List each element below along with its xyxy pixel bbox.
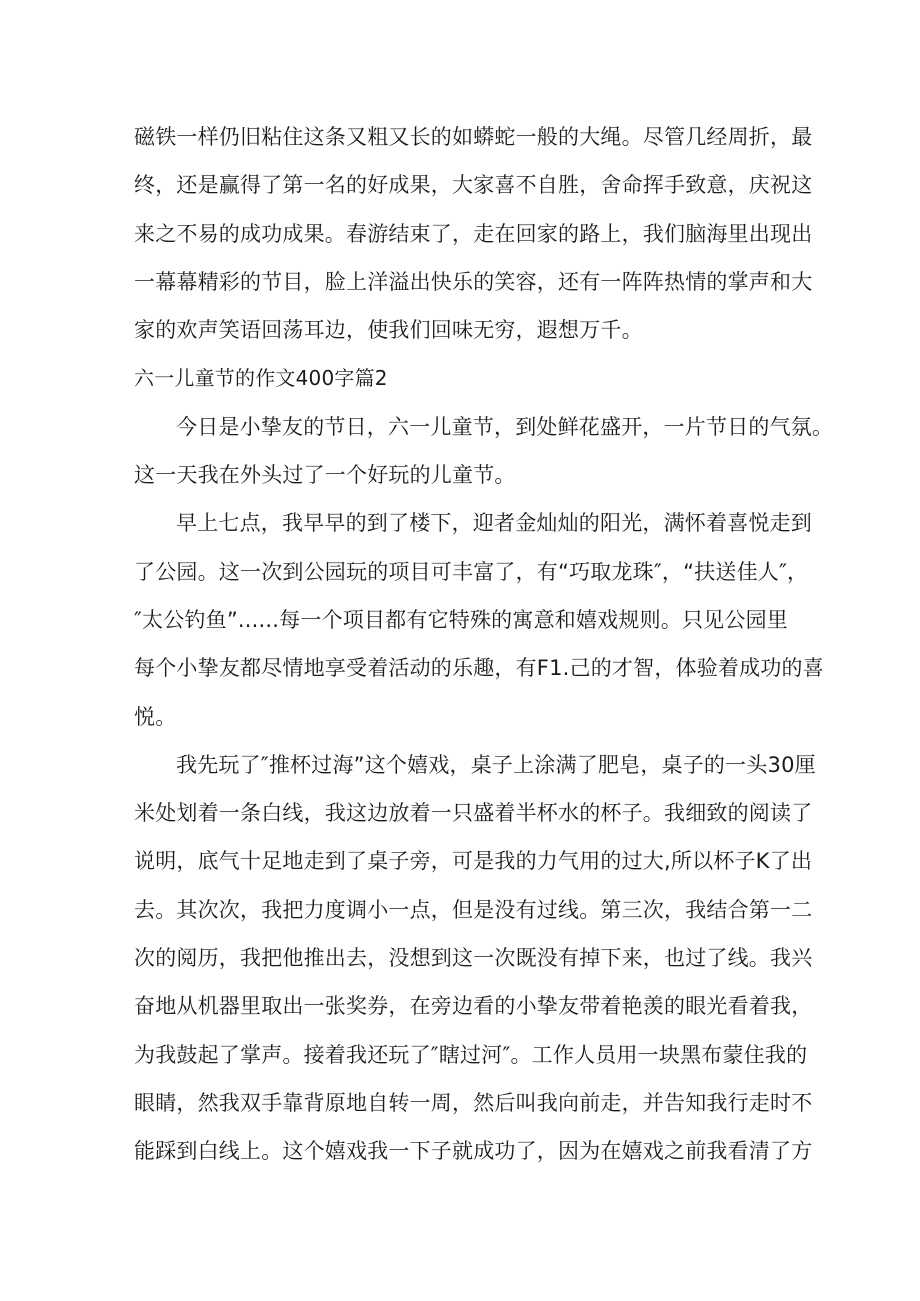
- text-line: 去。其次次，我把力度调小一点，但是没有过线。第三次，我结合第一二: [134, 897, 813, 922]
- text-line: ″太公钓鱼”......每一个项目都有它特殊的寓意和嬉戏规则。只见公园里: [134, 607, 788, 632]
- text-line: 米处划着一条白线，我这边放着一只盛着半杯水的杯子。我细致的阅读了: [134, 801, 813, 826]
- text-line: 我先玩了″推杯过海”这个嬉戏，桌子上涂满了肥皂，桌子的一头30厘: [176, 752, 816, 777]
- text-line: 悦。: [134, 704, 177, 729]
- text-line: 这一天我在外头过了一个好玩的儿童节。: [134, 463, 516, 488]
- text-line: 每个小挚友都尽情地享受着活动的乐趣，有F1.己的才智，体验着成功的喜: [134, 656, 824, 681]
- text-line: 次的阅历，我把他推出去，没想到这一次既没有掉下来，也过了线。我兴: [134, 946, 813, 971]
- text-line: 终，还是赢得了第一名的好成果，大家喜不自胜，舍命挥手致意，庆祝这: [134, 173, 813, 198]
- paragraph-1: [134, 403, 834, 500]
- text-line: 早上七点，我早早的到了楼下，迎者金灿灿的阳光，满怀着喜悦走到: [176, 511, 812, 536]
- text-line: 奋地从机器里取出一张奖券，在旁边看的小挚友带着艳羡的眼光看着我，: [134, 994, 813, 1019]
- text-line: 今日是小挚友的节日，六一儿童节，到处鲜花盛开，一片节日的气氛。: [176, 414, 834, 439]
- paragraph-2: [134, 499, 824, 740]
- text-line: 家的欢声笑语回荡耳边，使我们回味无穷，遐想万千。: [134, 318, 643, 343]
- text-line: 来之不易的成功成果。春游结束了，走在回家的路上，我们脑海里出现出: [134, 221, 813, 246]
- text-line: 为我鼓起了掌声。接着我还玩了″瞎过河″。工作人员用一块黑布蒙住我的: [134, 1042, 808, 1067]
- document-body: [134, 113, 834, 1176]
- text-line: 说明，底气十足地走到了桌子旁，可是我的力气用的过大,所以杯子K了出: [134, 849, 813, 874]
- text-line: 能踩到白线上。这个嬉戏我一下子就成功了，因为在嬉戏之前我看清了方: [134, 1139, 813, 1164]
- paragraph-continued: [134, 113, 813, 354]
- section-heading: [134, 354, 794, 402]
- text-line: 眼睛，然我双手靠背原地自转一周，然后叫我向前走，并告知我行走时不: [134, 1090, 813, 1115]
- text-line: 磁铁一样仍旧粘住这条又粗又长的如蟒蛇一般的大绳。尽管几经周折，最: [134, 125, 813, 149]
- section-heading-text: 六一儿童节的作文400字篇2: [134, 366, 388, 391]
- paragraph-3: [134, 741, 816, 1176]
- text-line: 一幕幕精彩的节目，脸上洋溢出快乐的笑容，还有一阵阵热情的掌声和大: [134, 269, 813, 294]
- text-line: 了公园。这一次到公园玩的项目可丰富了，有“巧取龙珠″，“扶送佳人″，: [134, 559, 809, 584]
